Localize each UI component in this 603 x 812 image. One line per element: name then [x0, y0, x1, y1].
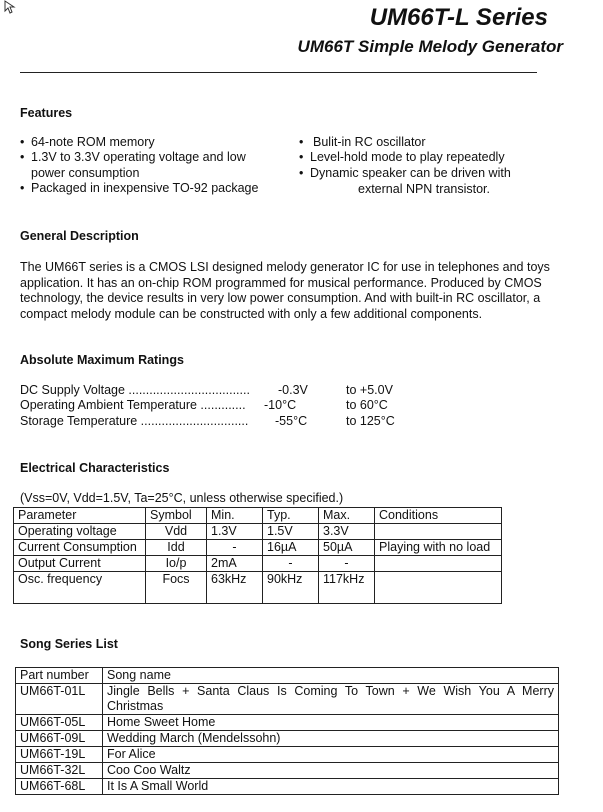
feature-item: • Bulit-in RC oscillator [299, 135, 426, 149]
table-cell [375, 556, 502, 572]
feature-item: • Packaged in inexpensive TO-92 package [20, 181, 259, 195]
table-cell: UM66T-68L [16, 779, 103, 795]
table-cell: - [263, 556, 319, 572]
table-header-cell: Min. [207, 508, 263, 524]
table-cell: Focs [146, 572, 207, 604]
table-row [14, 524, 502, 540]
table-row [14, 572, 502, 604]
rating-min: -55°C [275, 414, 308, 428]
table-cell: 117kHz [319, 572, 375, 604]
table-row [16, 779, 559, 795]
song-list-heading: Song Series List [20, 637, 118, 651]
table-cell: - [207, 540, 263, 556]
song-series-table [15, 667, 559, 795]
table-cell: UM66T-19L [16, 747, 103, 763]
table-cell: Wedding March (Mendelssohn) [103, 731, 559, 747]
features-heading: Features [20, 106, 73, 120]
rating-label: Operating Ambient Temperature ............. [20, 398, 246, 412]
rating-label: Storage Temperature ............................... [20, 414, 249, 428]
table-cell: Home Sweet Home [103, 715, 559, 731]
table-header-cell: Parameter [14, 508, 146, 524]
electrical-characteristics-table [13, 507, 502, 604]
table-row [14, 556, 502, 572]
document-subtitle: UM66T Simple Melody Generator [297, 37, 563, 56]
mouse-pointer-icon [4, 0, 18, 14]
table-header-cell: Part number [16, 668, 103, 684]
table-cell: 16µA [263, 540, 319, 556]
table-cell: Output Current [14, 556, 146, 572]
table-cell: Osc. frequency [14, 572, 146, 604]
table-row [14, 540, 502, 556]
table-header-row [16, 668, 559, 684]
table-cell: 2mA [207, 556, 263, 572]
rating-min: -10°C [264, 398, 297, 412]
table-cell: Playing with no load [375, 540, 502, 556]
electrical-conditions-note: (Vss=0V, Vdd=1.5V, Ta=25°C, unless otherwise specified.) [20, 491, 344, 505]
table-row [16, 731, 559, 747]
electrical-heading: Electrical Characteristics [20, 461, 170, 475]
table-cell: Io/p [146, 556, 207, 572]
table-cell: 50µA [319, 540, 375, 556]
table-cell: UM66T-09L [16, 731, 103, 747]
rating-max: to 60°C [346, 398, 388, 412]
table-row [16, 715, 559, 731]
rating-max: to 125°C [346, 414, 395, 428]
table-header-cell: Conditions [375, 508, 502, 524]
table-cell: Idd [146, 540, 207, 556]
table-cell: Current Consumption [14, 540, 146, 556]
table-cell: UM66T-32L [16, 763, 103, 779]
table-row [16, 747, 559, 763]
general-description-text: The UM66T series is a CMOS LSI designed melody generator IC for use in telephones and toys application. It has an on-chip ROM programmed for musical performance. Produced by CMOS technology, the device results in very low power consumption. And with built-in RC oscillator, a compact melody module can be constructed with only a few additional components. [20, 260, 550, 321]
table-cell: 90kHz [263, 572, 319, 604]
rating-min: -0.3V [278, 383, 308, 397]
table-cell: For Alice [103, 747, 559, 763]
document-title: UM66T-L Series [369, 4, 548, 31]
feature-item: • 64-note ROM memory [20, 135, 155, 149]
general-description-heading: General Description [20, 229, 139, 243]
feature-item: • 1.3V to 3.3V operating voltage and low power consumption [20, 150, 246, 180]
table-cell: Vdd [146, 524, 207, 540]
ratings-heading: Absolute Maximum Ratings [20, 353, 184, 367]
table-cell: Jingle Bells + Santa Claus Is Coming To Town + We Wish You A Merry Christmas [103, 684, 559, 715]
table-cell: UM66T-05L [16, 715, 103, 731]
table-header-cell: Symbol [146, 508, 207, 524]
table-header-cell: Typ. [263, 508, 319, 524]
table-cell: It Is A Small World [103, 779, 559, 795]
table-cell: 3.3V [319, 524, 375, 540]
table-header-cell: Max. [319, 508, 375, 524]
header-rule [20, 72, 537, 73]
table-cell: - [319, 556, 375, 572]
feature-item: • Level-hold mode to play repeatedly [299, 150, 505, 164]
table-cell: UM66T-01L [16, 684, 103, 715]
table-header-cell: Song name [103, 668, 559, 684]
table-cell: 1.5V [263, 524, 319, 540]
table-cell: Coo Coo Waltz [103, 763, 559, 779]
table-header-row [14, 508, 502, 524]
feature-item: • Dynamic speaker can be driven with external NPN transistor. [299, 166, 511, 196]
rating-label: DC Supply Voltage ................................... [20, 383, 250, 397]
table-row [16, 763, 559, 779]
table-row [16, 684, 559, 715]
table-cell: Operating voltage [14, 524, 146, 540]
table-cell: 63kHz [207, 572, 263, 604]
table-cell [375, 572, 502, 604]
table-cell [375, 524, 502, 540]
rating-max: to +5.0V [346, 383, 393, 397]
table-cell: 1.3V [207, 524, 263, 540]
